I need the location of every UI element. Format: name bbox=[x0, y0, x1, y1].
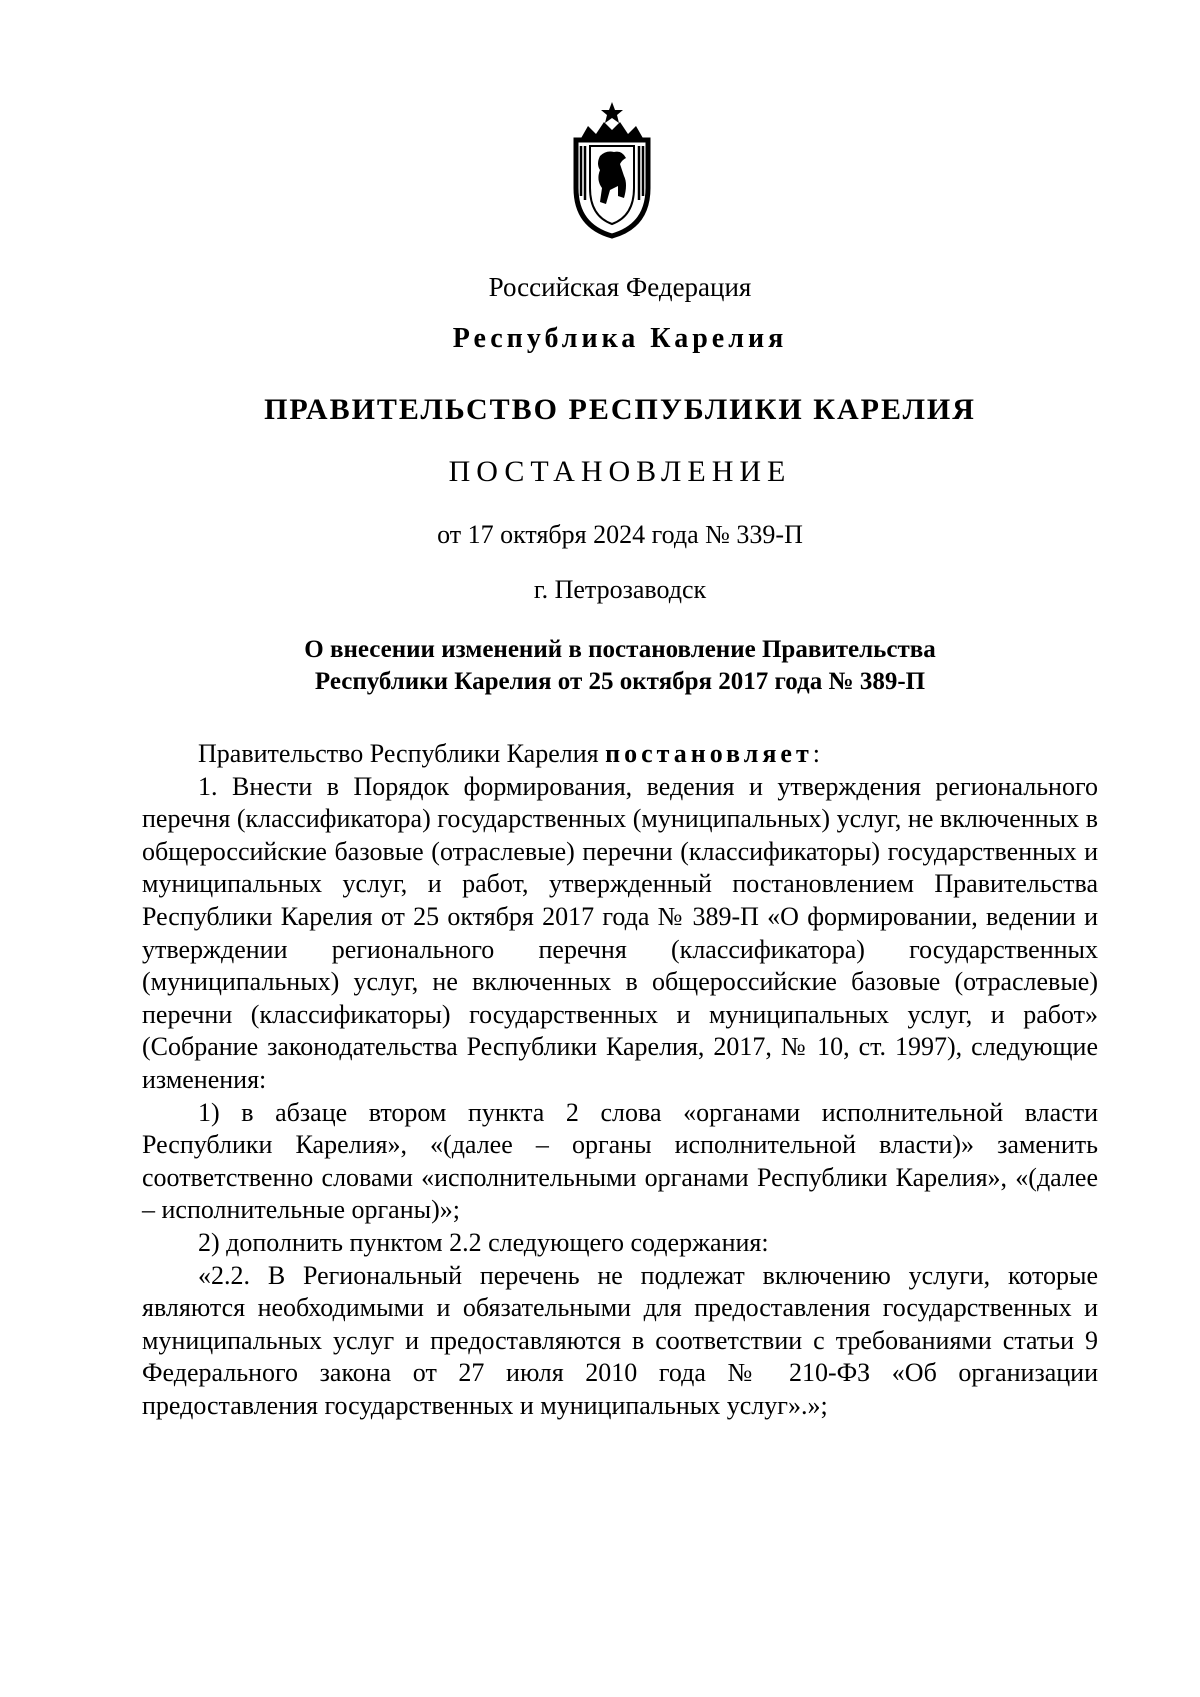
document-city: г. Петрозаводск bbox=[533, 575, 707, 604]
title-line-2: Республики Карелия от 25 октября 2017 года № 389-П bbox=[314, 668, 926, 695]
intro-emphasis: постановляет bbox=[605, 739, 813, 768]
intro-end: : bbox=[812, 739, 820, 768]
subitem-2-paragraph: 2) дополнить пунктом 2.2 следующего содержания: bbox=[198, 1227, 769, 1257]
karelia-coat-of-arms-icon bbox=[562, 100, 662, 240]
document-type: ПОСТАНОВЛЕНИЕ bbox=[448, 455, 792, 488]
intro-paragraph bbox=[142, 738, 1098, 771]
quote-paragraph: «2.2. В Региональный перечень не подлежат включению услуги, которые являются необходимыми и обязательными для предоставления государственных и муниципальных услуг и предоставляются в соответствии с требованиями статьи 9 Федерального закона от 27 июля 2010 года № 210-ФЗ «Об организации предоставления государственных и муниципальных услуг».»; bbox=[142, 1260, 1098, 1420]
subitem-1-paragraph: 1) в абзаце втором пункта 2 слова «органами исполнительной власти Республики Карелия», «(далее – органы исполнительной власти)» заменить соответственно словами «исполнительными органами Республики Карелия», «(далее – исполнительные органы)»; bbox=[142, 1097, 1098, 1225]
title-line-1: О внесении изменений в постановление Правительства bbox=[304, 636, 936, 663]
republic-name: Республика Карелия bbox=[452, 323, 788, 354]
document-body bbox=[142, 738, 1098, 1422]
intro-lead: Правительство Республики Карелия bbox=[198, 739, 599, 768]
government-name: ПРАВИТЕЛЬСТВО РЕСПУБЛИКИ КАРЕЛИЯ bbox=[264, 393, 976, 426]
country-name: Российская Федерация bbox=[488, 272, 752, 302]
item-1-paragraph: 1. Внести в Порядок формирования, ведения и утверждения регионального перечня (классификатора) государственных (муниципальных) услуг, не включенных в общероссийские базовые (отраслевые) перечни (классификаторы) государственных и муниципальных услуг, и работ, утвержденный постановлением Правительства Республики Карелия от 25 октября 2017 года № 389-П «О формировании, ведении и утверждении регионального перечня (классификатора) государственных (муниципальных) услуг, не включенных в общероссийские базовые (отраслевые) перечни (классификаторы) государственных и муниципальных услуг, и работ» (Собрание законодательства Республики Карелия, 2017, № 10, ст. 1997), следующие изменения: bbox=[142, 771, 1098, 1094]
document-date-number: от 17 октября 2024 года № 339-П bbox=[437, 520, 803, 549]
document-title bbox=[0, 634, 1200, 698]
